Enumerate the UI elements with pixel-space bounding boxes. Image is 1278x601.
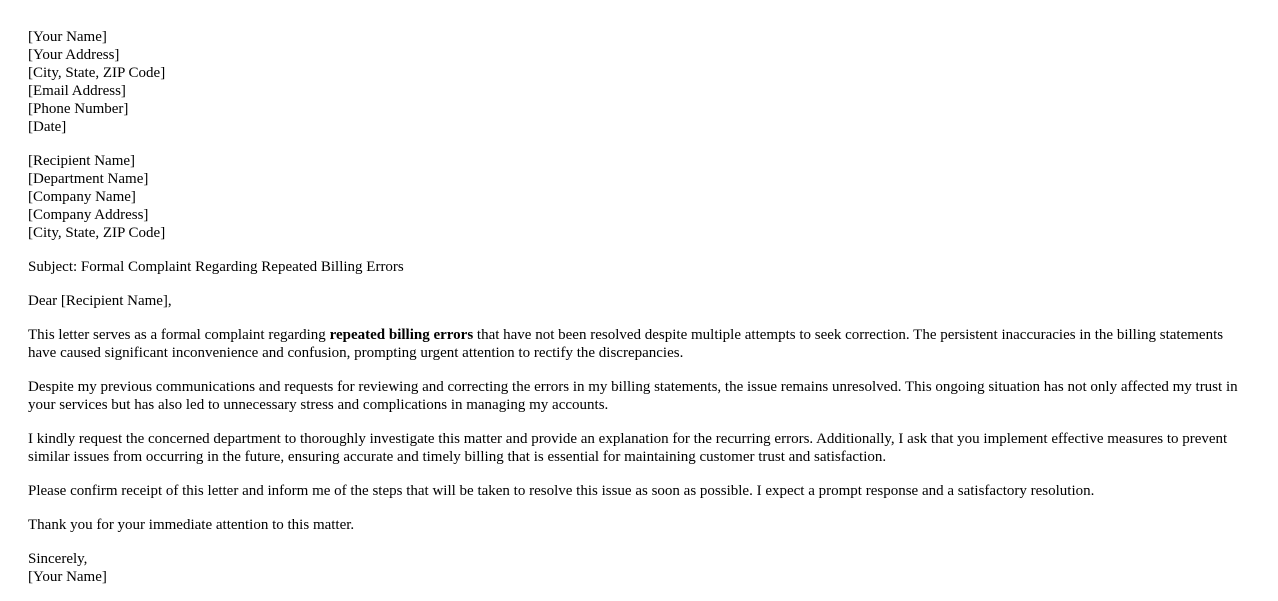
sender-address: [Your Address] — [28, 47, 120, 63]
subject-line: Subject: Formal Complaint Regarding Repeated Billing Errors — [28, 259, 404, 275]
body-paragraph-2: Despite my previous communications and requests for reviewing and correcting the errors in my billing statements, the issue remains unresolved. This ongoing situation has not only affected my trust in your services but has also led to unnecessary stress and complications in managing my accounts. — [28, 379, 1238, 413]
salutation: Dear [Recipient Name], — [28, 293, 172, 309]
sender-city: [City, State, ZIP Code] — [28, 65, 166, 81]
body-paragraph-1 — [28, 326, 1250, 362]
body-paragraph-4: Please confirm receipt of this letter and inform me of the steps that will be taken to resolve this issue as soon as possible. I expect a prompt response and a satisfactory resolution. — [28, 483, 1095, 499]
letter-date: [Date] — [28, 119, 67, 135]
paragraph-1-emphasis: repeated billing errors — [329, 327, 474, 343]
recipient-company: [Company Name] — [28, 189, 136, 205]
closing-block — [28, 550, 1250, 586]
letter-document — [28, 28, 1250, 586]
body-paragraph-3: I kindly request the concerned department to thoroughly investigate this matter and provide an explanation for the recurring errors. Additionally, I ask that you implement effective measures to prevent similar issues from occurring in the future, ensuring accurate and timely billing that is essential for maintaining customer trust and satisfaction. — [28, 431, 1228, 465]
sender-phone: [Phone Number] — [28, 101, 129, 117]
sender-block — [28, 28, 1250, 136]
body-paragraph-5: Thank you for your immediate attention to this matter. — [28, 517, 355, 533]
sender-name: [Your Name] — [28, 29, 107, 45]
signature-name: [Your Name] — [28, 569, 107, 585]
valediction: Sincerely, — [28, 551, 88, 567]
paragraph-1-rest: that have not been resolved despite multiple attempts to seek correction. The persistent inaccuracies in the billing statements have caused significant inconvenience and confusion, prompting urgent attention to rectify the discrepancies. — [28, 327, 1224, 361]
recipient-name: [Recipient Name] — [28, 153, 136, 169]
recipient-city: [City, State, ZIP Code] — [28, 225, 166, 241]
recipient-department: [Department Name] — [28, 171, 149, 187]
paragraph-1-intro: This letter serves as a formal complaint regarding — [28, 327, 330, 343]
sender-email: [Email Address] — [28, 83, 126, 99]
recipient-block — [28, 152, 1250, 242]
recipient-address: [Company Address] — [28, 207, 149, 223]
